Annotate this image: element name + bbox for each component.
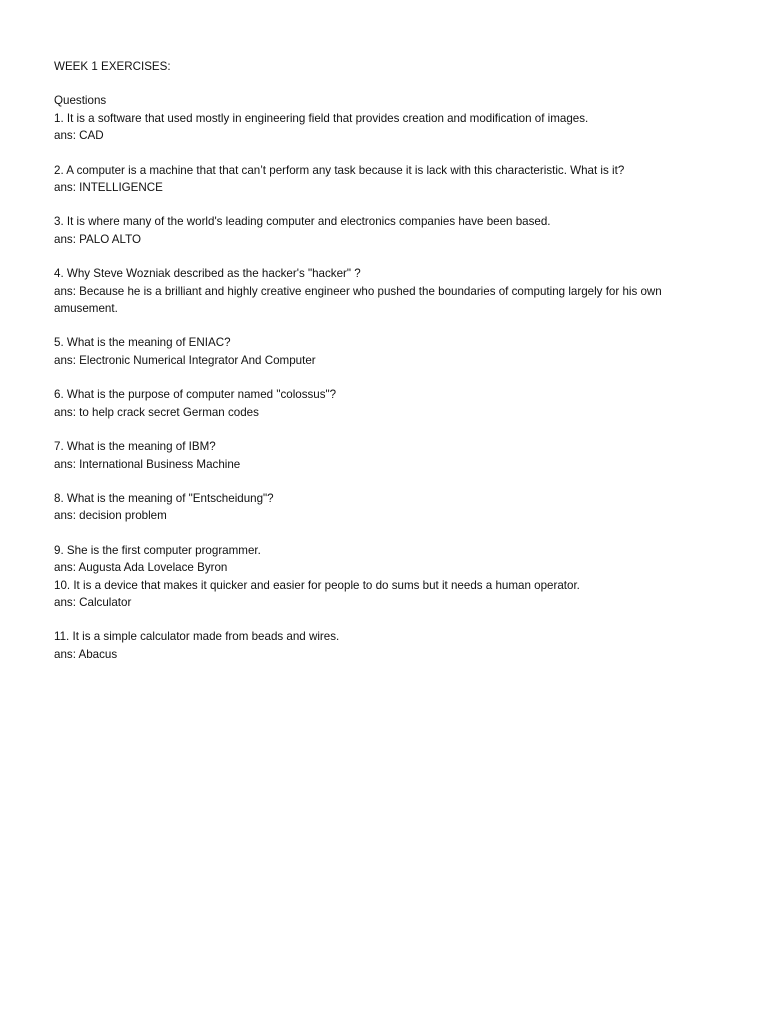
question-text: 9. She is the first computer programmer.	[54, 543, 261, 557]
question-item-1	[54, 110, 714, 145]
question-text: 10. It is a device that makes it quicker and easier for people to do sums but it needs a human operator.	[54, 578, 580, 592]
answer-text: ans: Augusta Ada Lovelace Byron	[54, 561, 228, 575]
question-text: 8. What is the meaning of "Entscheidung"?	[54, 491, 274, 505]
answer-text: ans: decision problem	[54, 509, 167, 523]
question-item-7	[54, 438, 714, 473]
question-text: 5. What is the meaning of ENIAC?	[54, 336, 231, 350]
question-text: 4. Why Steve Wozniak described as the hacker's "hacker" ?	[54, 267, 361, 281]
question-text: 6. What is the purpose of computer named "colossus"?	[54, 388, 337, 402]
question-item-5	[54, 334, 714, 369]
question-item-2	[54, 162, 714, 197]
answer-text: ans: Electronic Numerical Integrator And Computer	[54, 353, 316, 367]
question-item-9	[54, 542, 714, 577]
question-text: 3. It is where many of the world's leading computer and electronics companies have been based.	[54, 215, 551, 229]
answer-text: ans: to help crack secret German codes	[54, 405, 259, 419]
answer-text: ans: Because he is a brilliant and highly creative engineer who pushed the boundaries of computing largely for his own amusement.	[54, 284, 662, 316]
document-page	[54, 58, 714, 663]
question-item-8	[54, 490, 714, 525]
question-text: 7. What is the meaning of IBM?	[54, 440, 216, 454]
question-item-4	[54, 265, 714, 317]
question-text: 1. It is a software that used mostly in engineering field that provides creation and modification of images.	[54, 111, 589, 125]
question-text: 11. It is a simple calculator made from beads and wires.	[54, 630, 340, 644]
answer-text: ans: International Business Machine	[54, 457, 241, 471]
question-item-11	[54, 628, 714, 663]
question-item-6	[54, 386, 714, 421]
questions-heading: Questions	[54, 94, 107, 108]
question-text: 2. A computer is a machine that that can’t perform any task because it is lack with this characteristic. What is it?	[54, 163, 625, 177]
question-item-10	[54, 577, 714, 612]
answer-text: ans: INTELLIGENCE	[54, 181, 163, 195]
document-title: WEEK 1 EXERCISES:	[54, 60, 171, 73]
answer-text: ans: CAD	[54, 129, 104, 143]
answer-text: ans: PALO ALTO	[54, 232, 141, 246]
answer-text: ans: Calculator	[54, 595, 132, 609]
answer-text: ans: Abacus	[54, 647, 118, 661]
question-item-3	[54, 213, 714, 248]
